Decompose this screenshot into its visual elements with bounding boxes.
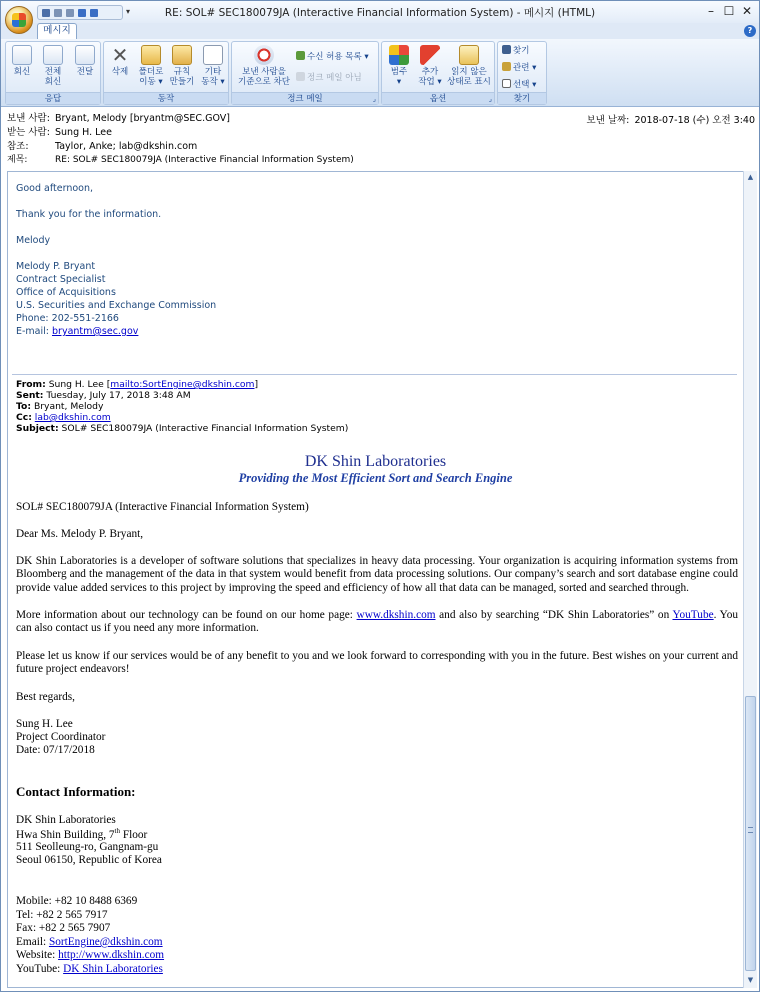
ribbon: [1, 39, 759, 107]
fwd-mailto-link[interactable]: mailto:SortEngine@dkshin.com: [110, 379, 255, 390]
title-bar: [1, 1, 759, 23]
letter-sig-name: Sung H. Lee: [16, 718, 73, 730]
contact-addr-3: 511 Seolleung-ro, Gangnam-gu: [16, 841, 159, 853]
reply-sign-short: Melody: [16, 235, 51, 246]
options-dialog-launcher-icon[interactable]: ⌟: [488, 95, 492, 103]
quick-access-toolbar: [37, 5, 123, 20]
ribbon-group-actions: [103, 41, 229, 105]
contact-mobile: Mobile: +82 10 8488 6369: [16, 895, 138, 907]
contact-youtube-row: YouTube: DK Shin Laboratories: [16, 963, 163, 975]
letter-tagline: Providing the Most Efficient Sort and Search Engine: [238, 471, 513, 485]
rules-icon: [172, 45, 192, 65]
fwd-from: From: Sung H. Lee [mailto:SortEngine@dkshin.com]: [16, 379, 259, 390]
fwd-cc-link[interactable]: lab@dkshin.com: [34, 412, 111, 423]
find-button[interactable]: 찾기: [502, 45, 529, 57]
reply-all-icon: [43, 45, 63, 65]
contact-heading: Contact Information:: [16, 784, 136, 799]
from-row: 보낸 사람: Bryant, Melody [bryantm@SEC.GOV]: [7, 113, 230, 124]
grip-icon: [748, 827, 753, 833]
fwd-sent: Sent: Tuesday, July 17, 2018 3:48 AM: [16, 390, 191, 401]
minimize-button[interactable]: –: [708, 4, 714, 18]
letter-paragraph-2: More information about our technology can be found on our home page: www.dkshin.com and also by searching “DK Shin Laboratories” on YouTube. You can also contact us if you need any more information.: [16, 609, 738, 635]
sent-date: 보낸 날짜: 2018-07-18 (수) 오전 3:40: [586, 115, 755, 126]
contact-website-link[interactable]: http://www.dkshin.com: [58, 949, 165, 961]
office-button[interactable]: [5, 6, 33, 34]
contact-email-link[interactable]: SortEngine@dkshin.com: [48, 936, 163, 948]
binoculars-icon: [502, 45, 511, 54]
save-icon[interactable]: [42, 9, 50, 17]
scroll-up-icon[interactable]: ▲: [747, 173, 754, 181]
help-icon[interactable]: ?: [744, 25, 756, 37]
ribbon-group-response: [5, 41, 101, 105]
subject-value: RE: SOL# SEC180079JA (Interactive Financial Information System): [55, 155, 354, 165]
fwd-cc: Cc: lab@dkshin.com: [16, 412, 111, 423]
maximize-button[interactable]: ☐: [723, 4, 735, 18]
contact-addr-2: Hwa Shin Building, 7th Floor: [16, 827, 148, 841]
document-icon: [203, 45, 223, 65]
down-arrow-icon[interactable]: [90, 9, 98, 17]
mark-unread-button[interactable]: 읽지 않은 상태로 표시: [445, 45, 493, 87]
close-button[interactable]: ✕: [741, 4, 753, 18]
delete-x-icon: ✕: [111, 43, 129, 67]
message-header: [1, 108, 759, 170]
fwd-to: To: Bryant, Melody: [16, 401, 104, 412]
group-label-junk: 정크 메일: [232, 92, 378, 104]
tab-message[interactable]: 메시지: [37, 23, 77, 39]
to-row: 받는 사람: Sung H. Lee: [7, 127, 112, 138]
homepage-link[interactable]: www.dkshin.com: [356, 609, 436, 621]
contact-addr-1: DK Shin Laboratories: [16, 814, 116, 826]
ribbon-tab-bar: [1, 23, 759, 39]
ribbon-group-options: [381, 41, 495, 105]
block-sender-button[interactable]: 보낸 사람을 기준으로 차단: [234, 45, 294, 87]
not-junk-button[interactable]: 정크 메일 아님: [296, 72, 362, 84]
block-sender-icon: [254, 45, 274, 65]
window-title: RE: SOL# SEC180079JA (Interactive Financial Information System) - 메시지 (HTML): [164, 7, 596, 19]
to-value[interactable]: Sung H. Lee: [55, 127, 112, 138]
create-rule-button[interactable]: 규칙 만들기: [167, 45, 197, 87]
qat-dropdown-icon[interactable]: ▾: [126, 7, 131, 16]
up-arrow-icon[interactable]: [78, 9, 86, 17]
reply-thanks: Thank you for the information.: [16, 209, 162, 220]
reply-all-button[interactable]: 전체 회신: [38, 45, 68, 87]
cursor-icon: [502, 79, 511, 88]
letter-paragraph-3: Please let us know if our services would be of any benefit to you and we look forward to corresponding with you in the future. Best wishes on your current and future project endeavors!: [16, 650, 738, 676]
forward-icon: [75, 45, 95, 65]
contact-website-row: Website: http://www.dkshin.com: [16, 949, 165, 961]
categorize-button[interactable]: 범주 ▾: [384, 45, 414, 87]
letter-sig-date: Date: 07/17/2018: [16, 744, 95, 756]
letter-company: DK Shin Laboratories: [304, 453, 447, 470]
group-label-options: 옵션: [382, 92, 494, 104]
move-to-folder-button[interactable]: 폴더로 이동 ▾: [136, 45, 166, 87]
reply-icon: [12, 45, 32, 65]
not-junk-icon: [296, 72, 305, 81]
forwarded-header: [12, 374, 737, 437]
sig-org: U.S. Securities and Exchange Commission: [16, 300, 217, 311]
other-actions-button[interactable]: 기타 동작 ▾: [198, 45, 228, 87]
contact-addr-4: Seoul 06150, Republic of Korea: [16, 854, 162, 866]
contact-fax: Fax: +82 2 565 7907: [16, 922, 111, 934]
red-flag-icon: [420, 45, 440, 65]
categorize-icon: [389, 45, 409, 65]
group-label-find: 찾기: [498, 92, 546, 104]
contact-tel: Tel: +82 2 565 7917: [16, 909, 108, 921]
sig-name: Melody P. Bryant: [16, 261, 96, 272]
related-button[interactable]: 관련 ▾: [502, 62, 536, 74]
letter-sig-title: Project Coordinator: [16, 731, 106, 743]
safe-senders-list-button[interactable]: 수신 허용 목록 ▾: [296, 51, 369, 63]
group-label-actions: 동작: [104, 92, 228, 104]
select-button[interactable]: 선택 ▾: [502, 79, 536, 91]
safe-list-icon: [296, 51, 305, 60]
redo-icon[interactable]: [66, 9, 74, 17]
letter-paragraph-1: DK Shin Laboratories is a developer of software solutions that specializes in heavy data processing. Your organization is acquiring information systems from Bloomberg and the management of the data in that system would benefit from data processing solutions. Our company’s search and sort database engine could provide value added services to this project by improving the speed and efficiency of how all that data can be managed, sorted and searched through.: [16, 555, 738, 594]
forward-button[interactable]: 전달: [70, 45, 100, 77]
contact-email-row: Email: SortEngine@dkshin.com: [16, 936, 163, 948]
youtube-link[interactable]: YouTube: [672, 609, 714, 621]
ribbon-group-find: [497, 41, 547, 105]
group-label-response: 응답: [6, 92, 100, 104]
scrollbar-thumb[interactable]: [745, 696, 756, 971]
delete-button[interactable]: ✕ 삭제: [111, 43, 129, 77]
letter-dear: Dear Ms. Melody P. Bryant,: [16, 528, 144, 540]
from-value[interactable]: Bryant, Melody [bryantm@SEC.GOV]: [55, 113, 230, 124]
letter-regards: Best regards,: [16, 691, 75, 703]
related-icon: [502, 62, 511, 71]
sig-email-link[interactable]: bryantm@sec.gov: [52, 326, 139, 337]
junk-dialog-launcher-icon[interactable]: ⌟: [372, 95, 376, 103]
folder-icon: [141, 45, 161, 65]
undo-icon[interactable]: [54, 9, 62, 17]
fwd-subject: Subject: SOL# SEC180079JA (Interactive Financial Information System): [16, 423, 349, 434]
sig-email-row: E-mail: bryantm@sec.gov: [16, 326, 139, 337]
follow-up-button[interactable]: 추가 작업 ▾: [416, 45, 444, 87]
cc-row: 참조: Taylor, Anke; lab@dkshin.com: [7, 141, 198, 152]
office-logo-icon: [12, 13, 26, 27]
sig-office: Office of Acquisitions: [16, 287, 116, 298]
reply-button[interactable]: 회신: [8, 45, 36, 77]
letter-sol: SOL# SEC180079JA (Interactive Financial Information System): [16, 501, 309, 513]
sig-phone: Phone: 202-551-2166: [16, 313, 119, 324]
vertical-scrollbar[interactable]: [743, 171, 757, 988]
reply-greeting: Good afternoon,: [16, 183, 94, 194]
ribbon-group-junk: [231, 41, 379, 105]
message-body[interactable]: [7, 171, 744, 988]
contact-youtube-link[interactable]: DK Shin Laboratories: [63, 963, 163, 975]
subject-row: 제목: RE: SOL# SEC180079JA (Interactive Financial Information System): [7, 155, 354, 165]
cc-value[interactable]: Taylor, Anke; lab@dkshin.com: [55, 141, 198, 152]
sig-title: Contract Specialist: [16, 274, 106, 285]
envelope-icon: [459, 45, 479, 65]
scroll-down-icon[interactable]: ▼: [747, 976, 754, 984]
